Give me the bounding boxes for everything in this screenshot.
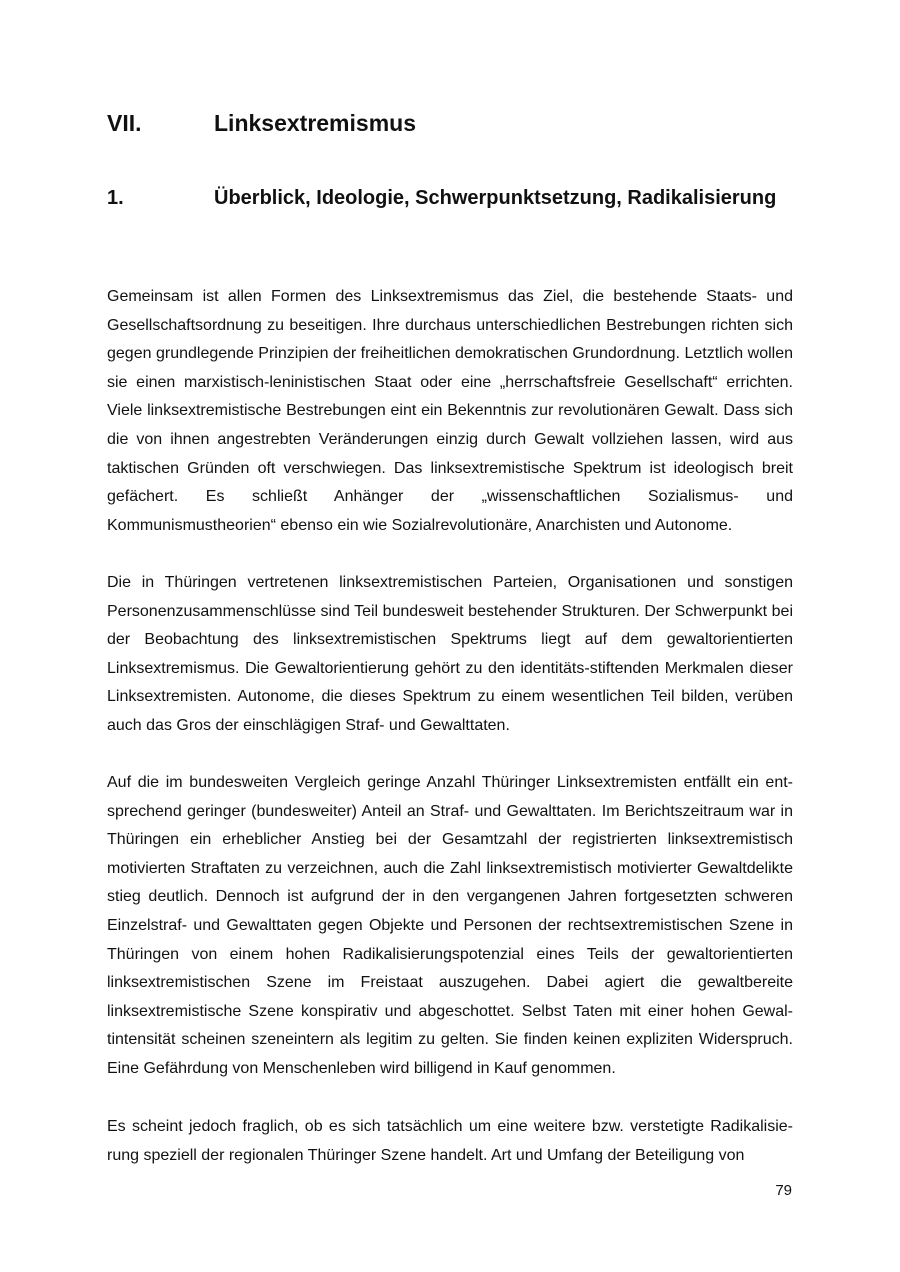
chapter-heading	[107, 105, 793, 141]
body-paragraph: Es scheint jedoch fraglich, ob es sich tatsächlich um eine weitere bzw. verstetigte Radikalisierung speziell der regionalen Thüringer Szene handelt. Art und Umfang der Beteiligung von	[107, 1118, 793, 1164]
section-heading	[107, 180, 793, 252]
chapter-number: VII.	[107, 110, 142, 136]
chapter-title: Linksextremismus	[214, 110, 416, 136]
section-title: Überblick, Ideologie, Schwerpunktsetzung, Radikalisierung	[214, 187, 777, 209]
body-paragraph: Auf die im bundesweiten Vergleich geringe Anzahl Thüringer Linksextremisten entfällt ein entsprechend geringer (bundesweiter) Anteil an Straf- und Gewalttaten. Im Berichtszeitraum war in Thüringen ein erheblicher Anstieg bei der Gesamtzahl der registrierten linksextremistisch motivierten Straftaten zu verzeichnen, auch die Zahl linksextremistisch motivierter Gewaltdelikte stieg deutlich. Dennoch ist aufgrund der in den vergangenen Jahren fortgesetzten schweren Einzelstraf- und Gewalttaten gegen Objekte und Personen der rechtsextremistischen Szene in Thüringen von einem hohen Radikalisierungspotenzial eines Teils der gewaltorientierten linksextremistischen Szene im Freistaat auszugehen. Dabei agiert die gewaltbereite linksextremistische Szene konspirativ und abgeschottet. Selbst Taten mit einer hohen Gewaltintensität scheinen szeneintern als legitim zu gelten. Sie finden keinen expliziten Widerspruch. Eine Gefährdung von Menschenleben wird billigend in Kauf genommen.	[107, 774, 793, 1077]
section-number: 1.	[107, 187, 124, 209]
body-paragraph: Gemeinsam ist allen Formen des Linksextremismus das Ziel, die bestehende Staats- und Gesellschaftsordnung zu beseitigen. Ihre durchaus unterschiedlichen Bestrebungen richten sich gegen grundlegende Prinzipien der freiheitlichen demokratischen Grundordnung. Letztlich wollen sie einen marxistisch-leninistischen Staat oder eine „herrschaftsfreie Gesellschaft“ errichten. Viele linksextremistische Bestrebungen eint ein Bekenntnis zur revolutionären Gewalt. Dass sich die von ihnen angestrebten Veränderungen einzig durch Gewalt vollziehen lassen, wird aus taktischen Gründen oft verschwiegen. Das linksextremistische Spektrum ist ideologisch breit gefächert. Es schließt Anhänger der „wissenschaftlichen Sozialismus- und Kommunismustheorien“ ebenso ein wie Sozialrevolutionäre, Anarchisten und Autonome.	[107, 288, 793, 534]
body-paragraph: Die in Thüringen vertretenen linksextremistischen Parteien, Organisationen und sonstigen Personenzusammenschlüsse sind Teil bundesweit bestehender Strukturen. Der Schwerpunkt bei der Beobachtung des linksextremistischen Spektrums liegt auf dem gewaltorientierten Linksextremismus. Die Gewaltorientierung gehört zu den identitäts-stiftenden Merkmalen dieser Linksextremisten. Autonome, die dieses Spektrum zu einem wesentlichen Teil bilden, verüben auch das Gros der einschlägigen Straf- und Gewalttaten.	[107, 574, 793, 734]
page-number: 79	[775, 1182, 792, 1199]
